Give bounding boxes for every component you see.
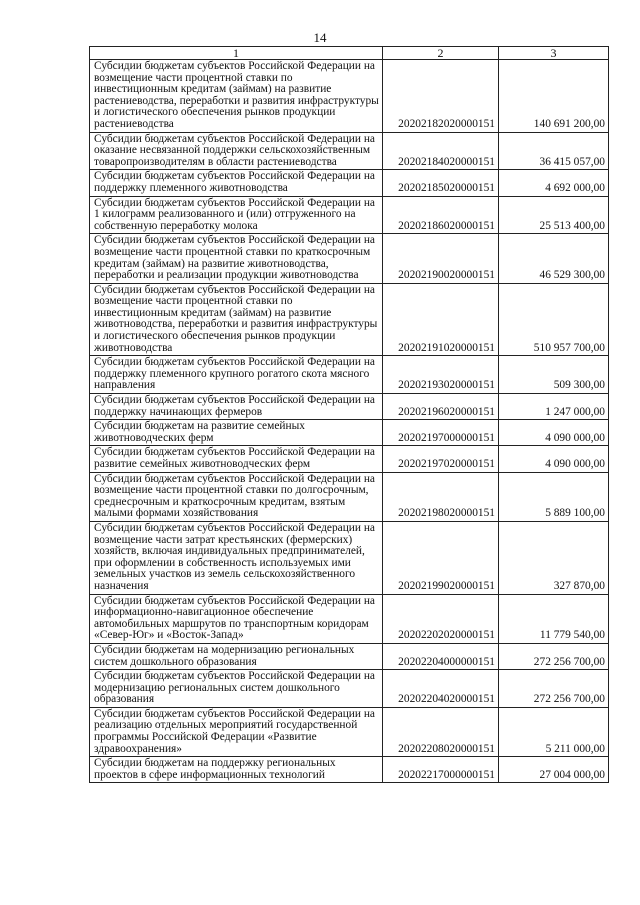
- column-header-1: 1: [90, 47, 383, 60]
- table-row: [90, 196, 609, 234]
- row-description: Субсидии бюджетам субъектов Российской Федерации на 1 килограмм реализованного и (или) отгруженного на собственную переработку молока: [90, 196, 383, 234]
- amount-cell: 4 692 000,00: [499, 170, 609, 196]
- amount-cell: 272 256 700,00: [499, 670, 609, 708]
- amount-cell: 4 090 000,00: [499, 446, 609, 472]
- amount-cell: 272 256 700,00: [499, 643, 609, 669]
- table-row: [90, 757, 609, 783]
- budget-classification-code: 20202191020000151: [383, 283, 499, 356]
- column-header-2: 2: [383, 47, 499, 60]
- row-description: Субсидии бюджетам на поддержку региональных проектов в сфере информационных технологий: [90, 757, 383, 783]
- amount-cell: 11 779 540,00: [499, 594, 609, 643]
- row-description: Субсидии бюджетам субъектов Российской Федерации на развитие семейных животноводческих ферм: [90, 446, 383, 472]
- row-description: Субсидии бюджетам субъектов Российской Федерации на реализацию отдельных мероприятий государственной программы Российской Федерации «Развитие здравоохранения»: [90, 707, 383, 756]
- table-row: [90, 472, 609, 521]
- budget-classification-code: 20202196020000151: [383, 394, 499, 420]
- table-row: [90, 446, 609, 472]
- table-row: [90, 170, 609, 196]
- amount-cell: 27 004 000,00: [499, 757, 609, 783]
- row-description: Субсидии бюджетам на модернизацию региональных систем дошкольного образования: [90, 643, 383, 669]
- table-row: [90, 234, 609, 283]
- row-description: Субсидии бюджетам субъектов Российской Федерации на оказание несвязанной поддержки сельскохозяйственным товаропроизводителям в области растениеводства: [90, 132, 383, 170]
- budget-classification-code: 20202202020000151: [383, 594, 499, 643]
- row-description: Субсидии бюджетам на развитие семейных животноводческих ферм: [90, 420, 383, 446]
- budget-classification-code: 20202185020000151: [383, 170, 499, 196]
- row-description: Субсидии бюджетам субъектов Российской Федерации на модернизацию региональных систем дошкольного образования: [90, 670, 383, 708]
- row-description: Субсидии бюджетам субъектов Российской Федерации на возмещение части процентной ставки по инвестиционным кредитам (займам) на развитие животноводства, переработки и развития инфраструктуры и логистического обеспечения рынков продукции животноводства: [90, 283, 383, 356]
- budget-classification-code: 20202182020000151: [383, 60, 499, 133]
- amount-cell: 140 691 200,00: [499, 60, 609, 133]
- budget-classification-code: 20202184020000151: [383, 132, 499, 170]
- table-header-row: [90, 47, 609, 60]
- table-row: [90, 643, 609, 669]
- row-description: Субсидии бюджетам субъектов Российской Федерации на поддержку племенного крупного рогатого скота мясного направления: [90, 356, 383, 394]
- table-row: [90, 707, 609, 756]
- amount-cell: 327 870,00: [499, 521, 609, 594]
- table-row: [90, 356, 609, 394]
- row-description: Субсидии бюджетам субъектов Российской Федерации на поддержку начинающих фермеров: [90, 394, 383, 420]
- budget-table: [89, 46, 609, 783]
- amount-cell: 25 513 400,00: [499, 196, 609, 234]
- amount-cell: 36 415 057,00: [499, 132, 609, 170]
- row-description: Субсидии бюджетам субъектов Российской Федерации на поддержку племенного животноводства: [90, 170, 383, 196]
- table-row: [90, 594, 609, 643]
- amount-cell: 4 090 000,00: [499, 420, 609, 446]
- amount-cell: 46 529 300,00: [499, 234, 609, 283]
- amount-cell: 509 300,00: [499, 356, 609, 394]
- row-description: Субсидии бюджетам субъектов Российской Федерации на возмещение части процентной ставки по долгосрочным, среднесрочным и краткосрочным кредитам, взятым малыми формами хозяйствования: [90, 472, 383, 521]
- budget-classification-code: 20202204020000151: [383, 670, 499, 708]
- amount-cell: 5 889 100,00: [499, 472, 609, 521]
- row-description: Субсидии бюджетам субъектов Российской Федерации на возмещение части процентной ставки по инвестиционным кредитам (займам) на развитие растениеводства, переработки и развития инфраструктуры и логистического обеспечения рынков продукции растениеводства: [90, 60, 383, 133]
- table-row: [90, 60, 609, 133]
- table-row: [90, 394, 609, 420]
- budget-classification-code: 20202197020000151: [383, 446, 499, 472]
- row-description: Субсидии бюджетам субъектов Российской Федерации на возмещение части процентной ставки по краткосрочным кредитам (займам) на развитие животноводства, переработки и реализации продукции животноводства: [90, 234, 383, 283]
- budget-classification-code: 20202190020000151: [383, 234, 499, 283]
- table-row: [90, 283, 609, 356]
- budget-classification-code: 20202217000000151: [383, 757, 499, 783]
- table-row: [90, 521, 609, 594]
- row-description: Субсидии бюджетам субъектов Российской Федерации на информационно-навигационное обеспечение автомобильных маршрутов по транспортным коридорам «Север-Юг» и «Восток-Запад»: [90, 594, 383, 643]
- budget-classification-code: 20202199020000151: [383, 521, 499, 594]
- budget-classification-code: 20202186020000151: [383, 196, 499, 234]
- page-number: 14: [313, 30, 327, 45]
- budget-classification-code: 20202198020000151: [383, 472, 499, 521]
- amount-cell: 510 957 700,00: [499, 283, 609, 356]
- amount-cell: 5 211 000,00: [499, 707, 609, 756]
- budget-classification-code: 20202193020000151: [383, 356, 499, 394]
- column-header-3: 3: [499, 47, 609, 60]
- budget-classification-code: 20202204000000151: [383, 643, 499, 669]
- table-row: [90, 420, 609, 446]
- table-row: [90, 670, 609, 708]
- table-row: [90, 132, 609, 170]
- budget-classification-code: 20202208020000151: [383, 707, 499, 756]
- budget-classification-code: 20202197000000151: [383, 420, 499, 446]
- amount-cell: 1 247 000,00: [499, 394, 609, 420]
- row-description: Субсидии бюджетам субъектов Российской Федерации на возмещение части затрат крестьянских (фермерских) хозяйств, включая индивидуальных предпринимателей, при оформлении в собственность используемых ими земельных участков из земель сельскохозяйственного назначения: [90, 521, 383, 594]
